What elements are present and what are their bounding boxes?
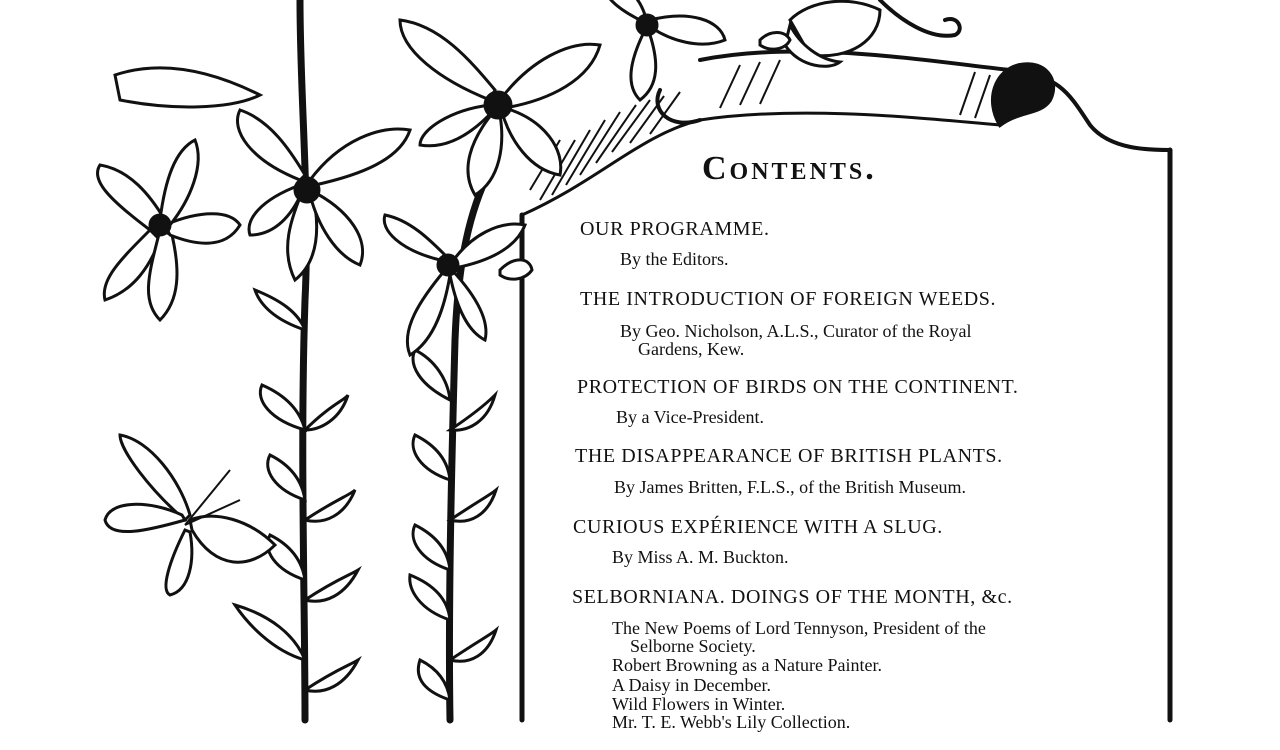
entry-byline: By James Britten, F.L.S., of the British Museum.	[614, 477, 967, 497]
entry-title: CURIOUS EXPÉRIENCE WITH A SLUG.	[573, 516, 943, 538]
sub-item: Wild Flowers in Winter.	[612, 694, 786, 714]
sub-item: Mr. T. E. Webb's Lily Collection.	[612, 712, 851, 732]
entry-byline-continuation: Gardens, Kew.	[638, 339, 745, 359]
entry-byline: By the Editors.	[620, 249, 729, 269]
butterfly-left	[105, 435, 275, 595]
entry-title: PROTECTION OF BIRDS ON THE CONTINENT.	[577, 376, 1019, 398]
contents-heading: Contents.	[702, 150, 877, 187]
lily-stems	[300, 0, 490, 720]
entry-byline: By Geo. Nicholson, A.L.S., Curator of the Royal	[620, 321, 972, 341]
butterfly-right	[760, 1, 880, 66]
entry-title: THE INTRODUCTION OF FOREIGN WEEDS.	[580, 288, 997, 310]
sub-item: The New Poems of Lord Tennyson, President of the	[612, 618, 986, 638]
sub-item: A Daisy in December.	[612, 675, 771, 695]
entry-title: SELBORNIANA. DOINGS OF THE MONTH, &c.	[572, 586, 1013, 608]
entry-byline: By a Vice-President.	[616, 407, 765, 427]
entry-byline: By Miss A. M. Buckton.	[612, 547, 789, 567]
sub-item-continuation: Selborne Society.	[630, 636, 756, 656]
entry-title: THE DISAPPEARANCE OF BRITISH PLANTS.	[575, 445, 1003, 467]
entry-title: OUR PROGRAMME.	[580, 218, 770, 240]
contents-panel	[530, 150, 1170, 750]
sub-item: Robert Browning as a Nature Painter.	[612, 655, 882, 675]
